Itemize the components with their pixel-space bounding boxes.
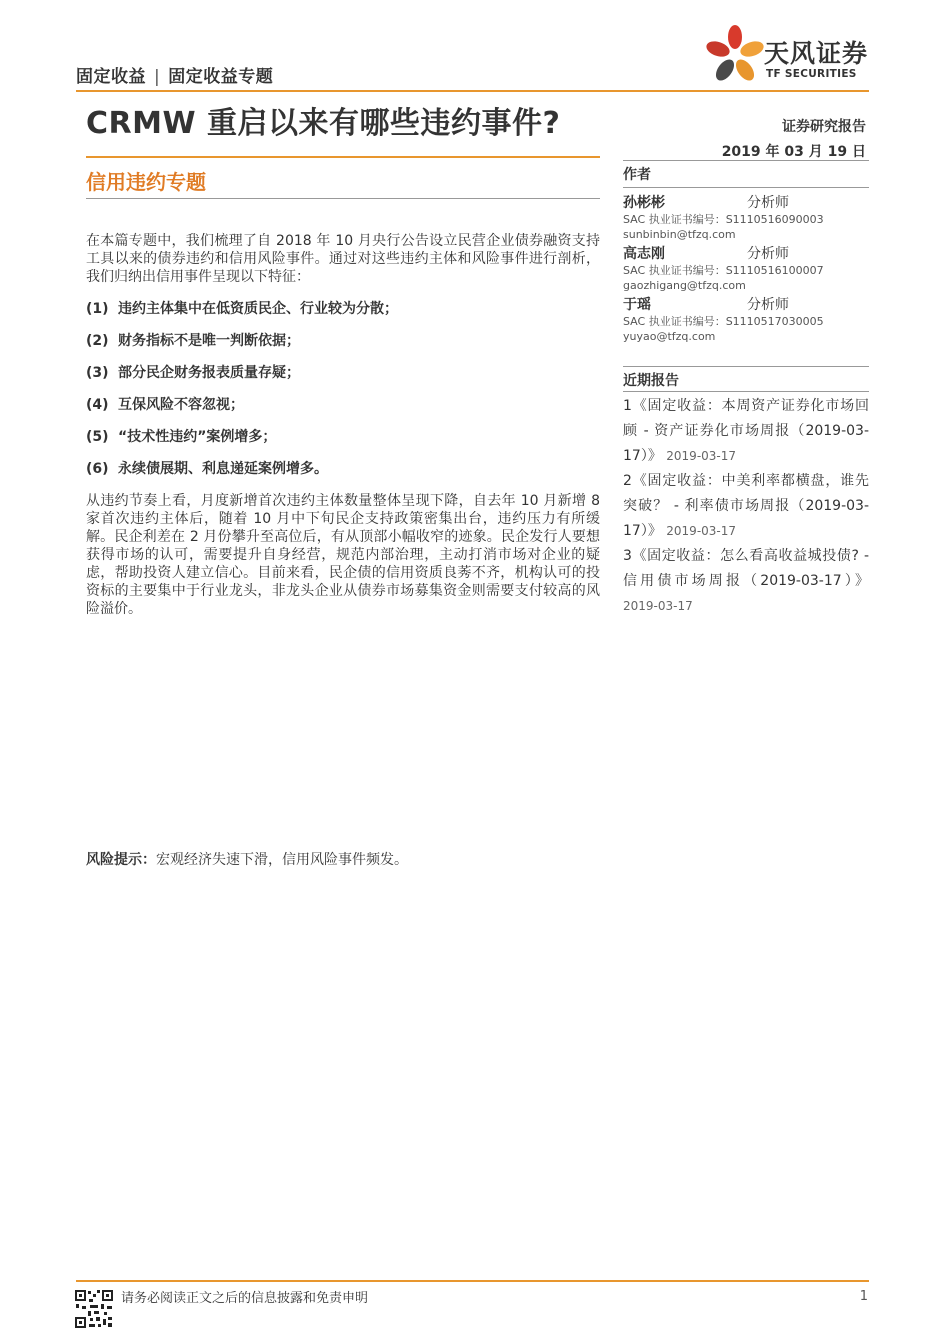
findings-list [86, 300, 600, 492]
author-card [623, 194, 869, 242]
sidebar-divider [623, 366, 869, 367]
qr-code-icon [74, 1289, 114, 1329]
report-type: 证券研究报告 [782, 119, 866, 135]
logo-text-cn: 天风证券 [764, 39, 869, 68]
risk-label: 风险提示： [86, 852, 156, 868]
author-role: 分析师 [747, 195, 789, 211]
list-item-text: 财务指标不是唯一判断依据； [118, 333, 300, 349]
author-role: 分析师 [747, 297, 789, 313]
list-item-number: (6) [86, 461, 109, 477]
sidebar-divider [623, 391, 869, 392]
list-item-text: 违约主体集中在低资质民企、行业较为分散； [118, 301, 398, 317]
sidebar-divider [623, 187, 869, 188]
author-email[interactable]: yuyao@tfzq.com [623, 330, 716, 343]
main-content [86, 232, 600, 618]
list-item [86, 300, 600, 332]
risk-warning [86, 849, 408, 869]
recent-report-title[interactable]: 3《固定收益：怎么看高收益城投债? - 信用债市场周报（2019-03-17）》 [623, 548, 869, 589]
list-item-number: (1) [86, 301, 109, 317]
sidebar-divider [623, 160, 869, 161]
logo-petal [712, 56, 737, 84]
recent-reports-heading: 近期报告 [623, 373, 679, 389]
author-cert: SAC 执业证书编号：S1110516100007 [623, 264, 824, 277]
authors-heading: 作者 [623, 167, 651, 183]
list-item [86, 460, 600, 492]
list-item-number: (3) [86, 365, 109, 381]
recent-report-title[interactable]: 2《固定收益：中美利率都横盘，谁先突破？ - 利率债市场周报（2019-03-17）》 [623, 473, 869, 539]
report-subtitle: 信用违约专题 [86, 170, 206, 194]
list-item-number: (2) [86, 333, 109, 349]
breadcrumb-separator: | [154, 67, 161, 87]
list-item-number: (4) [86, 397, 109, 413]
author-card [623, 245, 869, 293]
logo-petal [704, 39, 731, 60]
risk-text: 宏观经济失速下滑，信用风险事件频发。 [156, 852, 408, 868]
intro-paragraph: 在本篇专题中，我们梳理了自 2018 年 10 月央行公告设立民营企业债券融资支持工具以来的债券违约和信用风险事件。通过对这些违约主体和风险事件进行剖析，我们归纳出信用事件呈现以下特征： [86, 233, 600, 285]
author-name: 高志刚 [623, 246, 665, 262]
author-email[interactable]: sunbinbin@tfzq.com [623, 228, 736, 241]
list-item-text: “技术性违约”案例增多； [118, 429, 277, 445]
list-item [86, 364, 600, 396]
header-divider [76, 90, 869, 92]
logo-petal [728, 25, 742, 49]
page-number: 1 [859, 1289, 868, 1304]
breadcrumb-subcategory: 固定收益专题 [168, 67, 274, 87]
recent-report-item[interactable] [623, 469, 869, 544]
recent-report-title[interactable]: 1《固定收益：本周资产证券化市场回顾 - 资产证券化市场周报（2019-03-17）》 [623, 398, 869, 464]
recent-report-date: 2019-03-17 [666, 449, 737, 463]
footer-divider [76, 1280, 869, 1282]
author-cert: SAC 执业证书编号：S1110517030005 [623, 315, 824, 328]
recent-report-date: 2019-03-17 [623, 599, 693, 613]
breadcrumb-category: 固定收益 [76, 67, 146, 87]
logo-text-en: TF SECURITIES [766, 68, 857, 80]
breadcrumb [76, 62, 273, 87]
logo-petal [738, 39, 765, 60]
body-paragraph: 从违约节奏上看，月度新增首次违约主体数量整体呈现下降，自去年 10 月新增 8 家首次违约主体后，随着 10 月中下旬民企支持政策密集出台，违约压力有所缓解。民企利差在 2 月份攀升至高位后，有从顶部小幅收窄的迹象。民企发行人要想获得市场的认可，需要提升自身经营，规范内部治理，主动打消市场对企业的疑虑，帮助投资人建立信心。目前来看，民企债的信用资质良莠不齐，机构认可的投资标的主要集中于行业龙头，非龙头企业从债券市场募集资金则需要支付较高的风险溢价。 [86, 493, 600, 617]
title-divider [86, 156, 600, 158]
subtitle-divider [86, 198, 600, 199]
author-role: 分析师 [747, 246, 789, 262]
recent-reports-list [623, 394, 869, 619]
disclaimer-text: 请务必阅读正文之后的信息披露和免责申明 [121, 1291, 369, 1306]
list-item-text: 部分民企财务报表质量存疑； [118, 365, 300, 381]
author-name: 孙彬彬 [623, 195, 665, 211]
recent-report-date: 2019-03-17 [666, 524, 737, 538]
recent-report-item[interactable] [623, 544, 869, 619]
list-item [86, 428, 600, 460]
list-item [86, 396, 600, 428]
report-title: CRMW 重启以来有哪些违约事件? [86, 106, 561, 141]
list-item-number: (5) [86, 429, 109, 445]
author-email[interactable]: gaozhigang@tfzq.com [623, 279, 746, 292]
author-card [623, 296, 869, 344]
report-date: 2019 年 03 月 19 日 [721, 144, 866, 160]
author-cert: SAC 执业证书编号：S1110516090003 [623, 213, 824, 226]
author-name: 于瑶 [623, 297, 651, 313]
recent-report-item[interactable] [623, 394, 869, 469]
list-item-text: 永续债展期、利息递延案例增多。 [118, 461, 328, 477]
list-item [86, 332, 600, 364]
list-item-text: 互保风险不容忽视； [118, 397, 244, 413]
logo-petal [732, 56, 757, 84]
